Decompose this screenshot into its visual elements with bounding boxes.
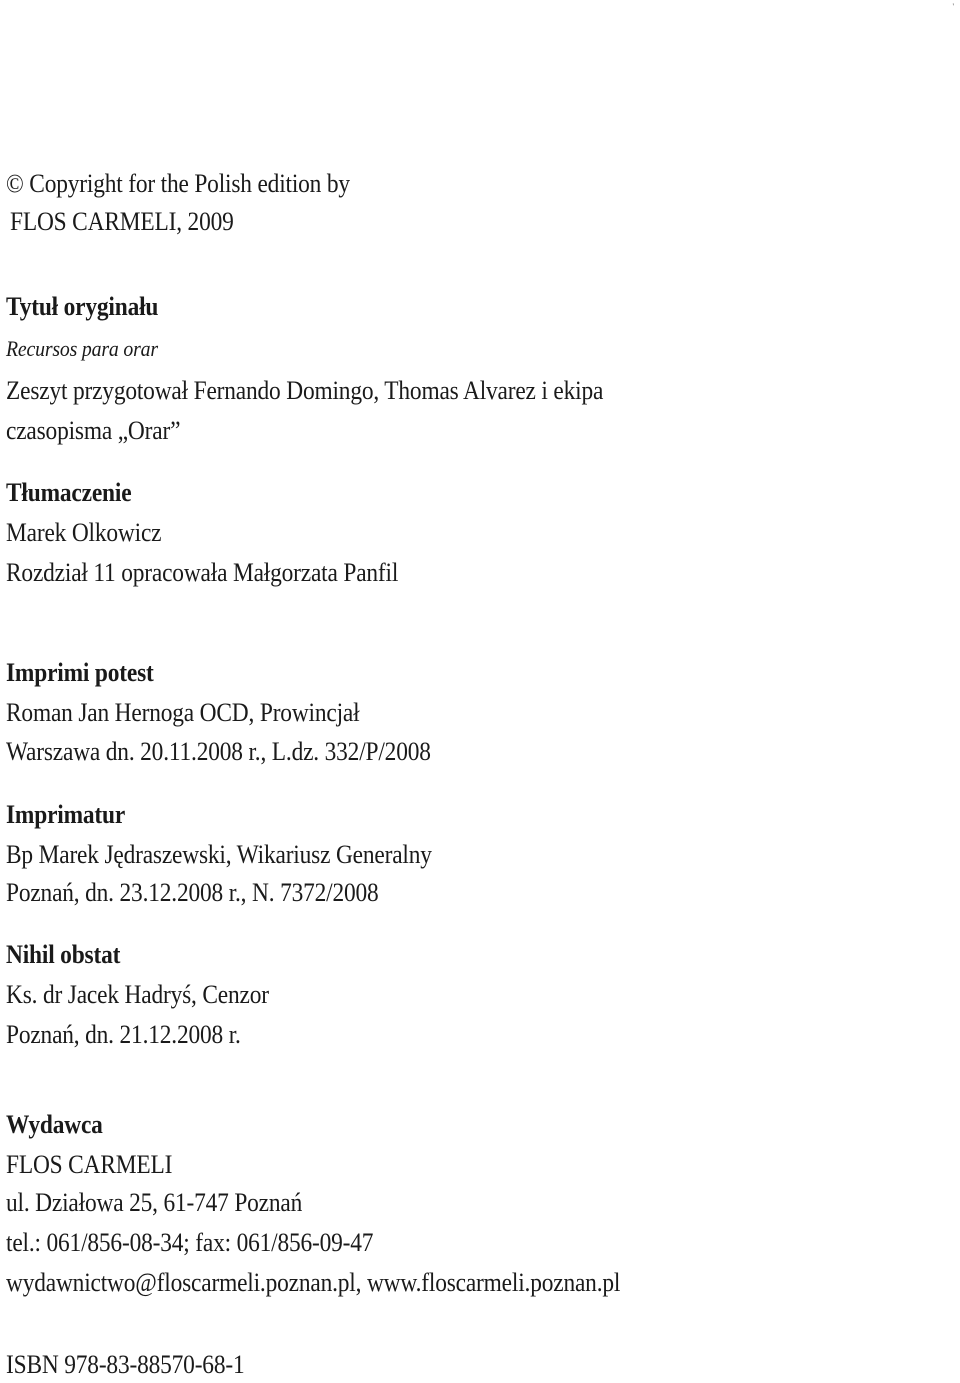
- publisher-address: ul. Działowa 25, 61-747 Poznań: [6, 1188, 303, 1217]
- nihil-obstat-place-date: Poznań, dn. 21.12.2008 r.: [6, 1020, 241, 1049]
- imprimatur-person: Bp Marek Jędraszewski, Wikariusz Generalny: [6, 840, 432, 869]
- imprimatur-place-date: Poznań, dn. 23.12.2008 r., N. 7372/2008: [6, 878, 379, 907]
- publisher-heading: Wydawca: [6, 1110, 103, 1139]
- publisher-name: FLOS CARMELI: [6, 1150, 173, 1179]
- nihil-obstat-heading: Nihil obstat: [6, 940, 121, 969]
- prepared-by-line-1: Zeszyt przygotował Fernando Domingo, Thomas Alvarez i ekipa: [6, 376, 604, 405]
- original-title: Recursos para orar: [6, 336, 158, 361]
- copyright-line: © Copyright for the Polish edition by: [6, 169, 350, 198]
- original-title-heading: Tytuł oryginału: [6, 292, 159, 321]
- stray-mark: ': [952, 2, 954, 11]
- publisher-phone-fax: tel.: 061/856-08-34; fax: 061/856-09-47: [6, 1228, 374, 1257]
- imprimi-potest-person: Roman Jan Hernoga OCD, Prowincjał: [6, 698, 360, 727]
- imprimi-potest-heading: Imprimi potest: [6, 658, 154, 687]
- translator-name: Marek Olkowicz: [6, 518, 162, 547]
- copyright-holder: FLOS CARMELI, 2009: [10, 207, 234, 236]
- nihil-obstat-person: Ks. dr Jacek Hadryś, Cenzor: [6, 980, 269, 1009]
- publisher-contact: wydawnictwo@floscarmeli.poznan.pl, www.floscarmeli.poznan.pl: [6, 1268, 621, 1297]
- translation-heading: Tłumaczenie: [6, 478, 132, 507]
- chapter-note: Rozdział 11 opracowała Małgorzata Panfil: [6, 558, 399, 587]
- prepared-by-line-2: czasopisma „Orar”: [6, 416, 181, 445]
- imprimi-potest-place-date: Warszawa dn. 20.11.2008 r., L.dz. 332/P/2008: [6, 737, 431, 766]
- isbn: ISBN 978-83-88570-68-1: [6, 1350, 245, 1379]
- imprimatur-heading: Imprimatur: [6, 800, 126, 829]
